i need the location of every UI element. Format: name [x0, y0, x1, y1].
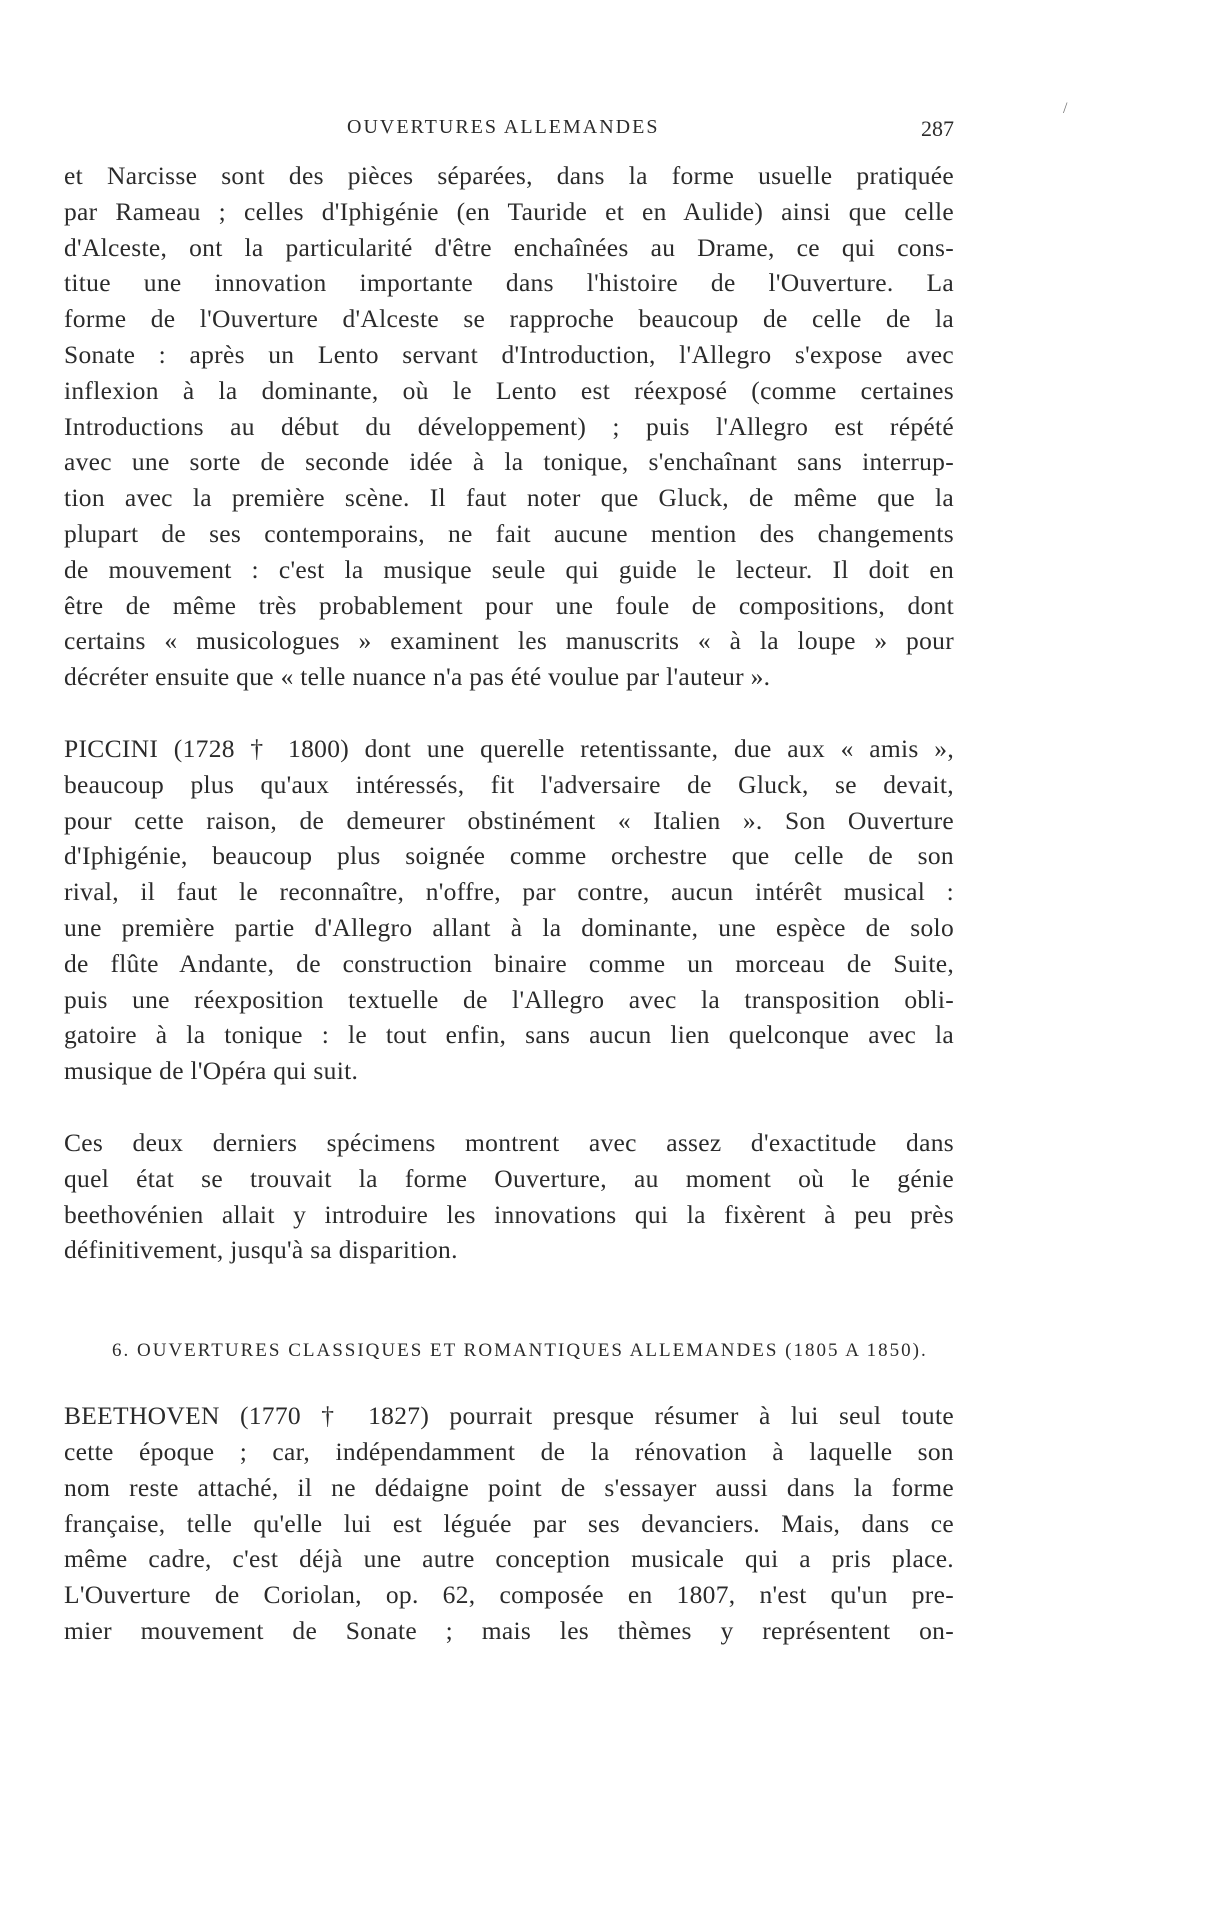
text-line: même cadre, c'est déjà une autre conception musicale qui a pris place. — [64, 1544, 954, 1574]
text-line: par Rameau ; celles d'Iphigénie (en Tauride et en Aulide) ainsi que celle — [64, 196, 954, 226]
text-line: Sonate : après un Lento servant d'Introduction, l'Allegro s'expose avec — [64, 339, 954, 369]
text-line: gatoire à la tonique : le tout enfin, sans aucun lien quelconque avec la — [64, 1020, 954, 1050]
stray-mark: / — [1063, 100, 1068, 117]
paragraph-beethoven — [64, 1398, 954, 1649]
text-line: rival, il faut le reconnaître, n'offre, par contre, aucun intérêt musical : — [64, 877, 954, 907]
text-line: d'Alceste, ont la particularité d'être enchaînées au Drame, ce qui cons- — [64, 232, 954, 262]
text-line: BEETHOVEN (1770 † 1827) pourrait presque résumer à lui seul toute — [64, 1401, 954, 1431]
text-line: pour cette raison, de demeurer obstinément « Italien ». Son Ouverture — [64, 805, 954, 835]
text-line: une première partie d'Allegro allant à la dominante, une espèce de solo — [64, 912, 954, 942]
text-line: française, telle qu'elle lui est léguée par ses devanciers. Mais, dans ce — [64, 1508, 954, 1538]
text-line: d'Iphigénie, beaucoup plus soignée comme orchestre que celle de son — [64, 841, 954, 871]
text-line: musique de l'Opéra qui suit. — [64, 1056, 359, 1086]
text-line: certains « musicologues » examinent les manuscrits « à la loupe » pour — [64, 626, 954, 656]
running-title: OUVERTURES ALLEMANDES — [347, 116, 660, 138]
text-line: nom reste attaché, il ne dédaigne point de s'essayer aussi dans la forme — [64, 1472, 954, 1502]
paragraph-summary — [64, 1125, 954, 1268]
text-line: tion avec la première scène. Il faut noter que Gluck, de même que la — [64, 483, 954, 513]
text-line: de flûte Andante, de construction binaire comme un morceau de Suite, — [64, 948, 954, 978]
text-line: beethovénien allait y introduire les innovations qui la fixèrent à peu près — [64, 1199, 954, 1229]
text-line: puis une réexposition textuelle de l'Allegro avec la transposition obli- — [64, 984, 954, 1014]
text-line: et Narcisse sont des pièces séparées, dans la forme usuelle pratiquée — [64, 161, 954, 190]
text-line: mier mouvement de Sonate ; mais les thèmes y représentent on- — [64, 1615, 954, 1645]
text-line: titue une innovation importante dans l'histoire de l'Ouverture. La — [64, 268, 954, 298]
section-heading: 6. OUVERTURES CLASSIQUES ET ROMANTIQUES ALLEMANDES (1805 A 1850). — [112, 1340, 928, 1362]
text-line: forme de l'Ouverture d'Alceste se rapproche beaucoup de celle de la — [64, 304, 954, 334]
text-line: avec une sorte de seconde idée à la tonique, s'enchaînant sans interrup- — [64, 447, 954, 477]
text-line: de mouvement : c'est la musique seule qui guide le lecteur. Il doit en — [64, 554, 954, 584]
text-line: L'Ouverture de Coriolan, op. 62, composée en 1807, n'est qu'un pre- — [64, 1580, 954, 1610]
text-line: décréter ensuite que « telle nuance n'a pas été voulue par l'auteur ». — [64, 662, 771, 692]
text-line: être de même très probablement pour une foule de compositions, dont — [64, 590, 954, 620]
text-line: beaucoup plus qu'aux intéressés, fit l'adversaire de Gluck, se devait, — [64, 769, 954, 799]
text-line: PICCINI (1728 † 1800) dont une querelle retentissante, due aux « amis », — [64, 733, 954, 763]
text-line: Ces deux derniers spécimens montrent avec assez d'exactitude dans — [64, 1127, 954, 1157]
text-line: plupart de ses contemporains, ne fait aucune mention des changements — [64, 518, 954, 548]
text-line: cette époque ; car, indépendamment de la rénovation à laquelle son — [64, 1436, 954, 1466]
paragraph-piccini — [64, 731, 954, 1089]
text-line: quel état se trouvait la forme Ouverture, au moment où le génie — [64, 1163, 954, 1193]
paragraph-gluck-overtures — [64, 158, 954, 695]
page-header — [64, 116, 954, 146]
page-body — [64, 158, 954, 1649]
text-line: Introductions au début du développement) ; puis l'Allegro est répété — [64, 411, 954, 441]
page-number: 287 — [921, 116, 954, 141]
text-line: inflexion à la dominante, où le Lento est réexposé (comme certaines — [64, 375, 954, 405]
text-line: définitivement, jusqu'à sa disparition. — [64, 1235, 458, 1265]
